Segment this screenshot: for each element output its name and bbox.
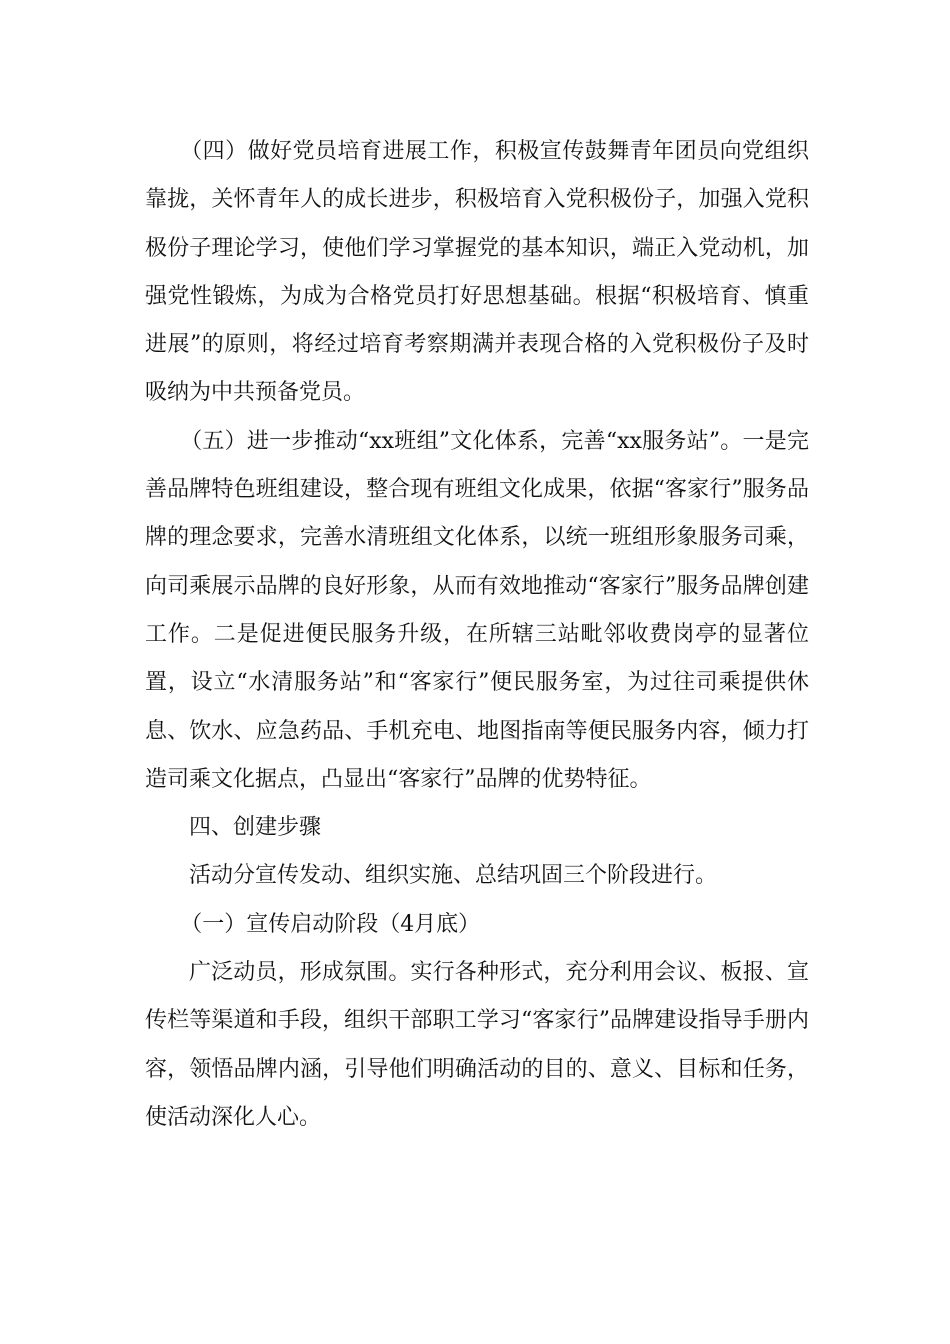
paragraph-mobilization: 广泛动员，形成氛围。实行各种形式，充分利用会议、板报、宣传栏等渠道和手段，组织干部职工学习“客家行”品牌建设指导手册内容，领悟品牌内涵，引导他们明确活动的目的、意义、目标和任务，使活动深化人心。: [145, 960, 809, 1130]
paragraph-team-culture: （五）进一步推动“xx班组”文化体系，完善“xx服务站”。一是完善品牌特色班组建设，整合现有班组文化成果，依据“客家行”服务品牌的理念要求，完善水清班组文化体系，以统一班组形象服务司乘，向司乘展示品牌的良好形象，从而有效地推动“客家行”服务品牌创建工作。二是促进便民服务升级，在所辖三站毗邻收费岗亭的显著位置，设立“水清服务站”和“客家行”便民服务室，为过往司乘提供休息、饮水、应急药品、手机充电、地图指南等便民服务内容，倾力打造司乘文化据点，凸显出“客家行”品牌的优势特征。: [145, 428, 809, 792]
paragraph-activity-stages: 活动分宣传发动、组织实施、总结巩固三个阶段进行。: [189, 863, 718, 889]
document-body: [145, 128, 809, 1142]
subheading-publicity-stage: （一）宣传启动阶段（4月底）: [180, 911, 481, 937]
paragraph-party-member-cultivation: （四）做好党员培育进展工作，积极宣传鼓舞青年团员向党组织靠拢，关怀青年人的成长进步，积极培育入党积极份子，加强入党积极份子理论学习，使他们学习掌握党的基本知识，端正入党动机，加强党性锻炼，为成为合格党员打好思想基础。根据“积极培育、慎重进展”的原则，将经过培育考察期满并表现合格的入党积极份子及时吸纳为中共预备党员。: [145, 139, 809, 406]
section-heading-creation-steps: 四、创建步骤: [189, 815, 322, 841]
